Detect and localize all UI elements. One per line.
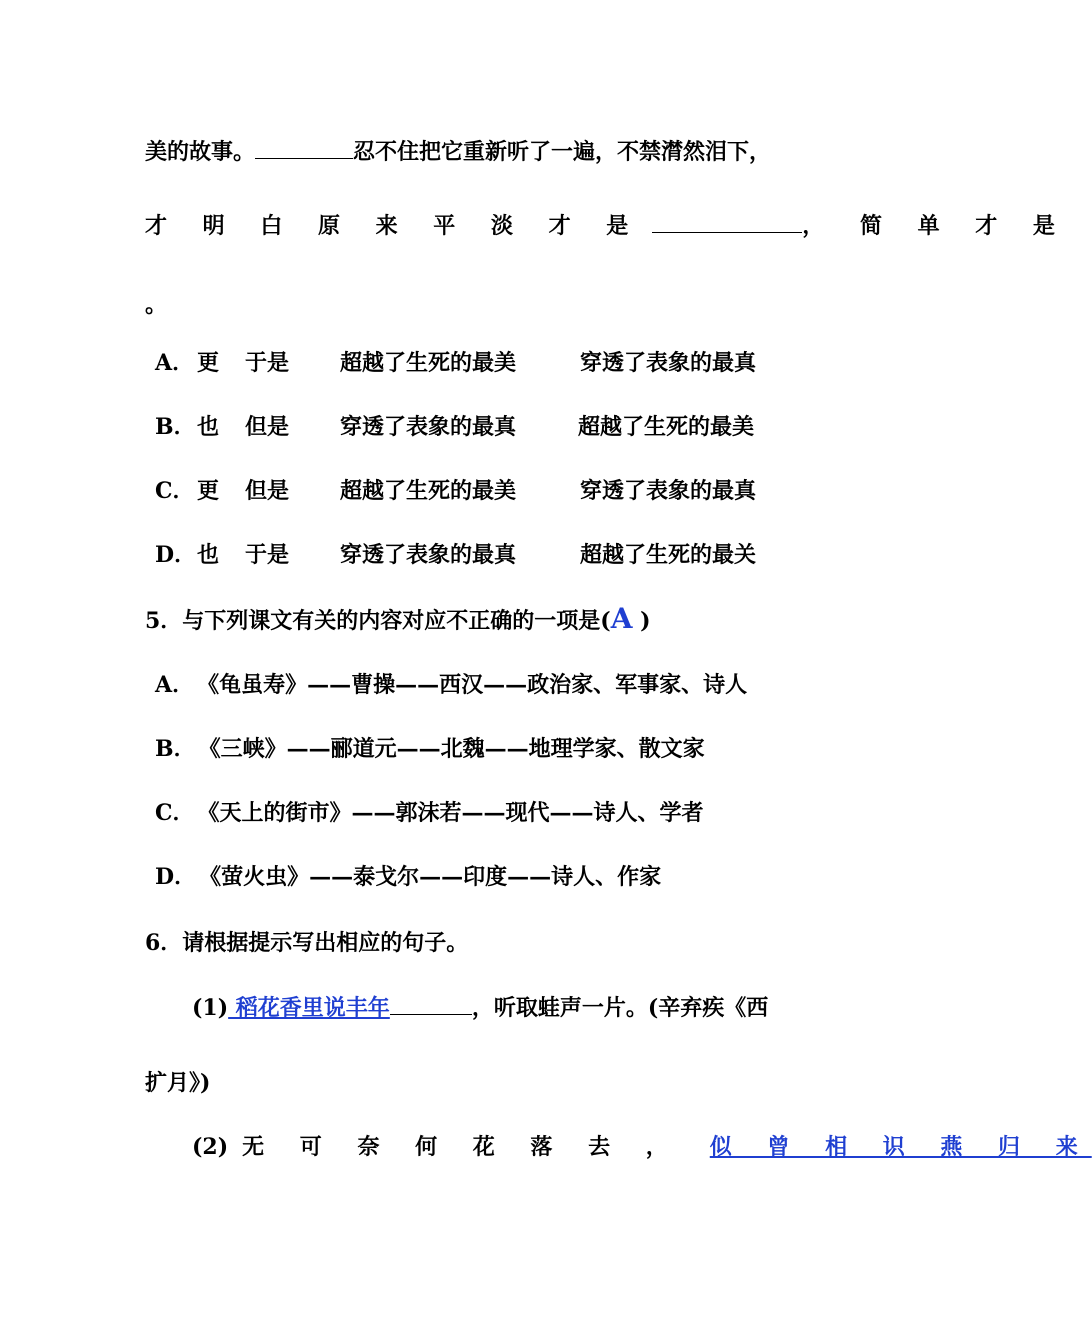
- option-word-2: 于是: [245, 350, 290, 376]
- q5-option-a: [155, 670, 747, 700]
- q5-option-d: [155, 862, 661, 892]
- q4-line2-end: ， 简 单 才 是: [802, 213, 1069, 239]
- q5-option-b: [155, 734, 705, 764]
- item-text-cont: 扩月》): [145, 1070, 211, 1096]
- q4-option-d: [155, 540, 855, 570]
- option-phrase-1: 穿透了表象的最真: [340, 542, 517, 568]
- fill-blank: [652, 210, 802, 233]
- q4-line3-period: 。: [145, 292, 168, 318]
- item-number: (2): [192, 1134, 229, 1160]
- option-phrase-1: 超越了生死的最美: [340, 478, 517, 504]
- q6-item-1: [192, 992, 768, 1023]
- option-word-1: 也: [197, 414, 220, 440]
- option-text: 《萤火虫》——泰戈尔——印度——诗人、作家: [210, 864, 662, 890]
- q5-stem: [145, 604, 651, 636]
- option-text: 《龟虽寿》——曹操——西汉——政治家、军事家、诗人: [208, 672, 748, 698]
- q6-stem: [145, 928, 468, 958]
- q4-option-b: [155, 412, 855, 442]
- q5-answer: A: [610, 602, 633, 635]
- q5-option-c: [155, 798, 704, 828]
- fill-blank: [255, 136, 353, 159]
- option-word-1: 更: [197, 350, 220, 376]
- q4-option-c: [155, 476, 855, 506]
- item-number: (1): [192, 995, 229, 1021]
- option-word-2: 于是: [245, 542, 290, 568]
- option-letter: D．: [155, 864, 197, 890]
- item-answer: 似 曾 相 识 燕 归 来: [709, 1134, 1092, 1160]
- q4-option-a: [155, 348, 855, 378]
- option-letter: A．: [155, 350, 195, 376]
- option-phrase-1: 穿透了表象的最真: [340, 414, 517, 440]
- option-letter: D．: [155, 542, 197, 568]
- option-letter: A．: [155, 672, 195, 698]
- answer-underline: [390, 992, 472, 1015]
- q5-stem-text: 5．与下列课文有关的内容对应不正确的一项是(: [145, 608, 611, 634]
- option-letter: B．: [155, 736, 196, 762]
- item-text: ，听取蛙声一片。(辛弃疾《西: [471, 995, 769, 1021]
- option-phrase-2: 穿透了表象的最真: [580, 478, 757, 504]
- item-text: 无 可 奈 何 花 落 去 ，: [242, 1134, 682, 1160]
- q6-item-2: [192, 1132, 1092, 1162]
- option-word-1: 更: [197, 478, 220, 504]
- q4-line1-start: 美的故事。: [145, 139, 256, 165]
- item-answer: 稻花香里说丰年: [228, 995, 390, 1021]
- option-phrase-2: 超越了生死的最关: [580, 542, 757, 568]
- option-letter: C．: [155, 800, 195, 826]
- option-letter: B．: [155, 414, 196, 440]
- option-word-2: 但是: [245, 414, 290, 440]
- q6-item-1-cont: [145, 1068, 210, 1098]
- option-letter: C．: [155, 478, 195, 504]
- q6-stem-text: 6．请根据提示写出相应的句子。: [145, 930, 469, 956]
- q4-line-3: [145, 290, 167, 320]
- q4-line-2: [145, 210, 1069, 241]
- option-text: 《三峡》——郦道元——北魏——地理学家、散文家: [209, 736, 705, 762]
- option-word-1: 也: [197, 542, 220, 568]
- q4-line1-end: 忍不住把它重新听了一遍，不禁潸然泪下，: [353, 139, 772, 165]
- option-word-2: 但是: [245, 478, 290, 504]
- option-phrase-1: 超越了生死的最美: [340, 350, 517, 376]
- q4-line-1: [145, 136, 771, 167]
- option-phrase-2: 穿透了表象的最真: [580, 350, 757, 376]
- q4-line2-start: 才 明 白 原 来 平 淡 才 是: [145, 213, 643, 239]
- option-phrase-2: 超越了生死的最美: [578, 414, 755, 440]
- q5-close-paren: ): [632, 608, 651, 634]
- option-text: 《天上的街市》——郭沫若——现代——诗人、学者: [208, 800, 704, 826]
